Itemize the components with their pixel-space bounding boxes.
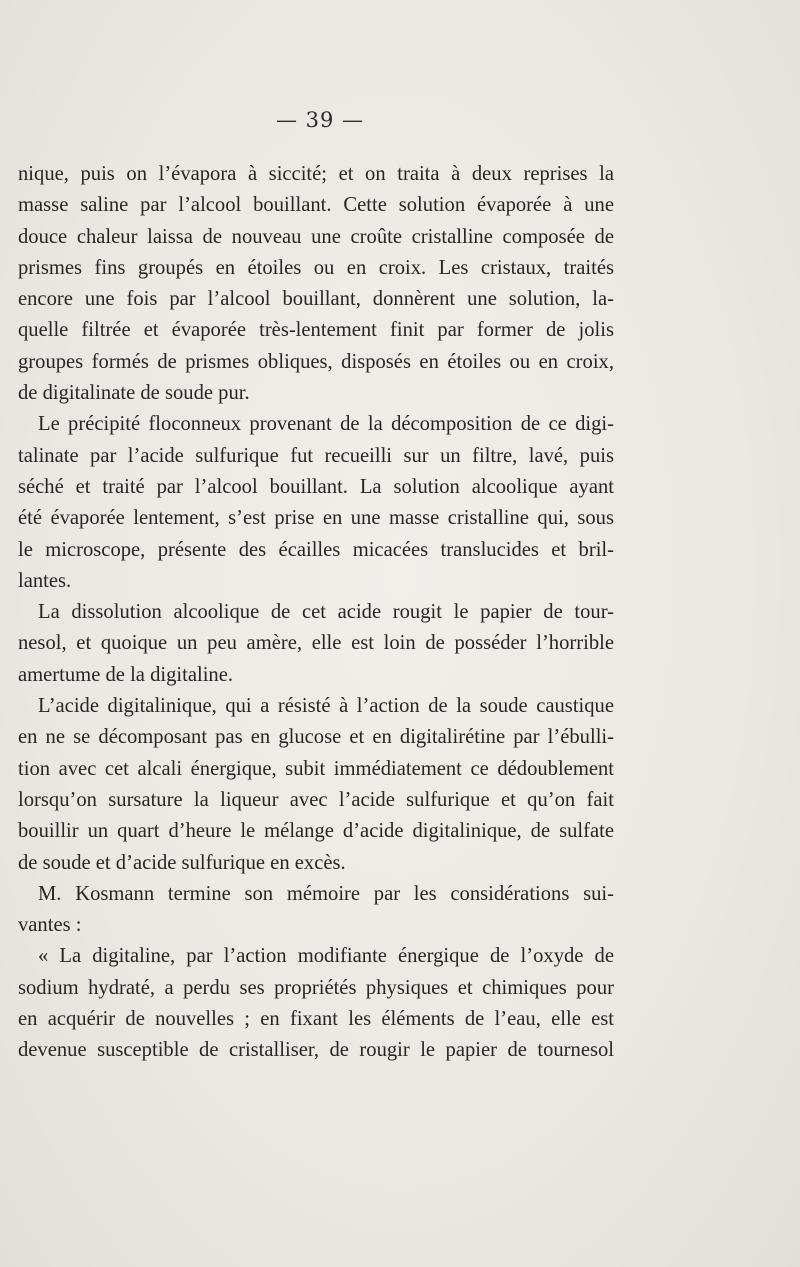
text-line: séché et traité par l’alcool bouillant. La solution alcoolique ayant bbox=[18, 475, 614, 498]
text-line: nesol, et quoique un peu amère, elle est loin de posséder l’horrible bbox=[18, 632, 614, 655]
paragraph bbox=[18, 879, 614, 942]
text-line: prismes fins groupés en étoiles ou en croix. Les cristaux, traités bbox=[18, 256, 614, 279]
text-line: quelle filtrée et évaporée très-lentement finit par former de jolis bbox=[18, 319, 614, 342]
text-line: La dissolution alcoolique de cet acide rougit le papier de tour- bbox=[38, 601, 614, 624]
text-line: en acquérir de nouvelles ; en fixant les éléments de l’eau, elle est bbox=[18, 1008, 614, 1031]
text-line: masse saline par l’alcool bouillant. Cette solution évaporée à une bbox=[18, 194, 614, 217]
text-line: lantes. bbox=[18, 569, 72, 592]
text-line: vantes : bbox=[18, 914, 82, 937]
text-line: de digitalinate de soude pur. bbox=[18, 382, 250, 405]
text-line: « La digitaline, par l’action modifiante énergique de l’oxyde de bbox=[38, 945, 614, 968]
text-line: bouillir un quart d’heure le mélange d’acide digitalinique, de sulfate bbox=[18, 820, 614, 843]
text-line: devenue susceptible de cristalliser, de rougir le papier de tournesol bbox=[18, 1039, 614, 1062]
text-line: M. Kosmann termine son mémoire par les considérations sui- bbox=[38, 882, 614, 905]
text-line: douce chaleur laissa de nouveau une croûte cristalline composée de bbox=[18, 225, 614, 248]
paragraph bbox=[18, 159, 614, 409]
text-line: de soude et d’acide sulfurique en excès. bbox=[18, 851, 346, 874]
text-line: L’acide digitalinique, qui a résisté à l’action de la soude caustique bbox=[38, 695, 614, 718]
page-number: — 39 — bbox=[275, 108, 365, 132]
paragraph bbox=[18, 597, 614, 691]
text-line: été évaporée lentement, s’est prise en une masse cristalline qui, sous bbox=[18, 507, 614, 530]
text-line: Le précipité floconneux provenant de la décomposition de ce digi- bbox=[38, 413, 614, 436]
paragraph bbox=[18, 941, 614, 1066]
text-line: groupes formés de prismes obliques, disposés en étoiles ou en croix, bbox=[18, 350, 614, 373]
text-line: lorsqu’on sursature la liqueur avec l’acide sulfurique et qu’on fait bbox=[18, 788, 614, 811]
paragraph bbox=[18, 409, 614, 597]
text-line: encore une fois par l’alcool bouillant, donnèrent une solution, la- bbox=[18, 288, 614, 311]
body-text bbox=[18, 159, 614, 1067]
text-line: amertume de la digitaline. bbox=[18, 663, 234, 686]
text-line: tion avec cet alcali énergique, subit immédiatement ce dédoublement bbox=[18, 757, 614, 780]
paragraph bbox=[18, 691, 614, 879]
text-line: le microscope, présente des écailles micacées translucides et bril- bbox=[18, 538, 614, 561]
text-line: nique, puis on l’évapora à siccité; et on traita à deux reprises la bbox=[18, 163, 614, 185]
text-line: en ne se décomposant pas en glucose et en digitalirétine par l’ébulli- bbox=[18, 726, 614, 749]
text-line: talinate par l’acide sulfurique fut recueilli sur un filtre, lavé, puis bbox=[18, 444, 614, 467]
text-line: sodium hydraté, a perdu ses propriétés physiques et chimiques pour bbox=[18, 976, 614, 999]
